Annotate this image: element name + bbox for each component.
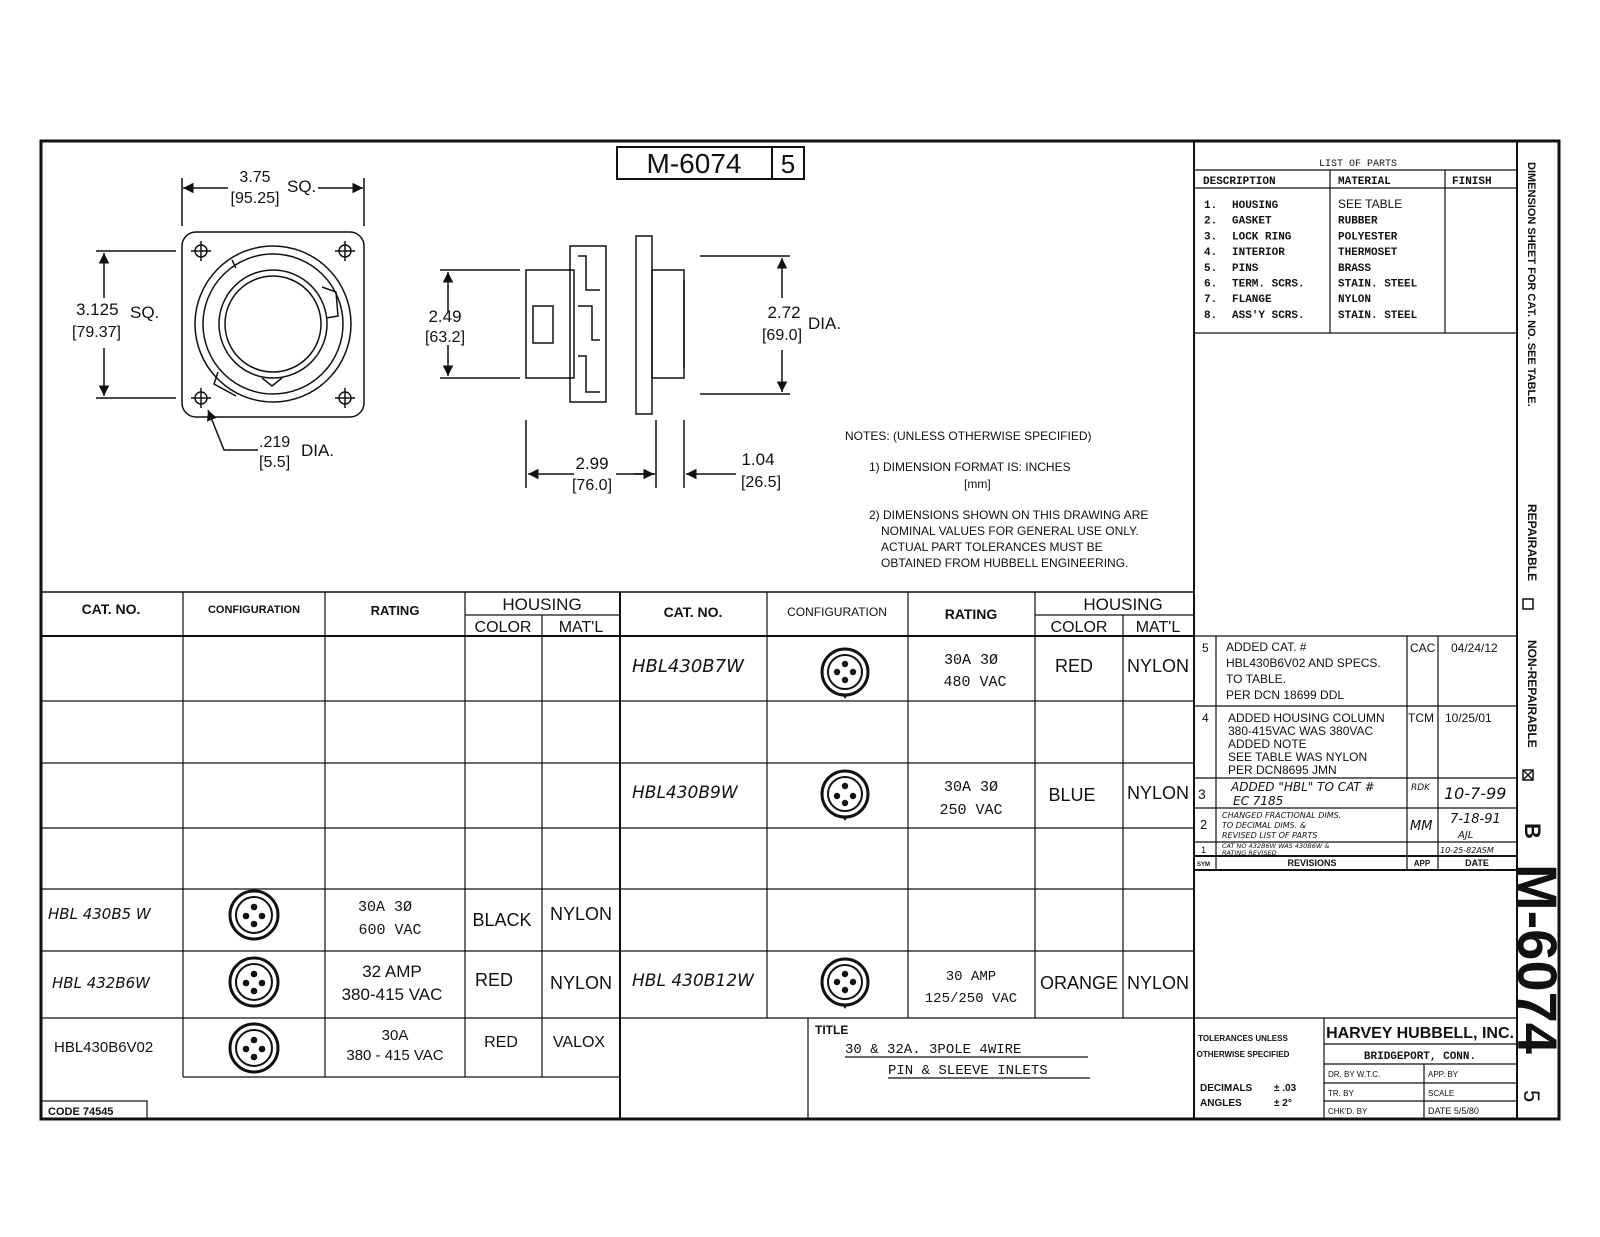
dim-height-in: 3.125	[76, 300, 119, 319]
sheet-size: B	[1520, 823, 1545, 839]
part-number: 5.	[1204, 262, 1218, 275]
tolerance-line2: OTHERWISE SPECIFIED	[1196, 1050, 1290, 1059]
part-material: THERMOSET	[1338, 247, 1398, 260]
title-block	[815, 1018, 1517, 1119]
header-color-right: COLOR	[1050, 619, 1108, 636]
header-config-left: CONFIGURATION	[207, 604, 301, 616]
rating-line1: 30 AMP	[945, 969, 997, 985]
note-2c: ACTUAL PART TOLERANCES MUST BE	[881, 540, 1103, 554]
rev2-app: MM	[1410, 819, 1433, 834]
rev3-line2: EC 7185	[1233, 794, 1284, 808]
mounting-hole-icon	[335, 388, 355, 408]
cat-no: HBL430B7W	[632, 656, 744, 677]
cat-no: HBL 430B5 W	[48, 905, 151, 923]
dim-width-in: 3.75	[239, 169, 271, 186]
rating-line2: 600 VAC	[358, 922, 422, 939]
repairable-label: REPAIRABLE	[1525, 504, 1539, 582]
header-cat-no-right: CAT. NO.	[663, 604, 723, 620]
rev3-line1: ADDED "HBL" TO CAT #	[1231, 780, 1375, 794]
part-material: STAIN. STEEL	[1338, 309, 1418, 322]
part-description: HOUSING	[1232, 200, 1279, 212]
table-row	[632, 649, 1189, 699]
repairable-checkbox	[1523, 599, 1533, 609]
part-number: 3.	[1204, 231, 1218, 244]
rev-footer-sym: SYM	[1197, 862, 1211, 868]
dim-front-in: 1.04	[741, 450, 775, 469]
part-description: GASKET	[1232, 215, 1272, 228]
rev1-date: 10-25-82ASM	[1440, 846, 1494, 855]
part-number: 1.	[1204, 200, 1218, 212]
list-of-parts	[1194, 159, 1517, 333]
housing-material: NYLON	[549, 904, 613, 924]
parts-title: LIST OF PARTS	[1318, 159, 1398, 170]
scale: SCALE	[1428, 1089, 1455, 1098]
parts-header-material: MATERIAL	[1338, 176, 1391, 188]
plug-configuration-icon	[822, 959, 868, 1009]
cat-no: HBL430B9W	[632, 783, 738, 803]
mounting-hole-icon	[335, 241, 355, 261]
housing-color: ORANGE	[1039, 973, 1119, 993]
drawn-by: DR. BY W.T.C.	[1328, 1070, 1381, 1079]
angles-value: ± 2°	[1274, 1098, 1292, 1109]
rating-line2: 480 VAC	[943, 674, 1007, 691]
mounting-hole-icon	[191, 388, 211, 408]
rev2-line2: TO DECIMAL DIMS. &	[1222, 821, 1307, 830]
rev5-date: 04/24/12	[1451, 641, 1498, 655]
part-description: PINS	[1232, 262, 1259, 275]
notes-heading: NOTES: (UNLESS OTHERWISE SPECIFIED)	[845, 429, 1092, 443]
cat-no: HBL 430B12W	[632, 971, 754, 991]
housing-color: RED	[484, 1034, 518, 1051]
cat-no: HBL430B6V02	[54, 1039, 154, 1056]
rev3-app: RDK	[1411, 783, 1431, 793]
part-number: 2.	[1204, 215, 1218, 228]
part-material: RUBBER	[1338, 215, 1378, 228]
company-name: HARVEY HUBBELL, INC.	[1326, 1025, 1514, 1042]
checked-by: CHK'D. BY	[1328, 1107, 1368, 1116]
rev4-line2: 380-415VAC WAS 380VAC	[1228, 724, 1374, 738]
rev4-line4: SEE TABLE WAS NYLON	[1228, 750, 1368, 764]
header-housing-right: HOUSING	[1083, 595, 1163, 614]
dim-height-suffix: SQ.	[130, 303, 160, 322]
note-2d: OBTAINED FROM HUBBELL ENGINEERING.	[881, 556, 1129, 570]
parts-header-desc: DESCRIPTION	[1203, 176, 1276, 188]
note-1b: [mm]	[964, 477, 991, 491]
note-1a: 1) DIMENSION FORMAT IS: INCHES	[869, 460, 1071, 474]
angles-label: ANGLES	[1200, 1098, 1242, 1109]
decimals-value: ± .03	[1274, 1083, 1297, 1094]
part-description: LOCK RING	[1232, 231, 1292, 244]
side-view	[440, 236, 790, 488]
rev4-line3: ADDED NOTE	[1228, 737, 1307, 751]
plug-configuration-icon	[230, 1024, 278, 1072]
rating-line2: 250 VAC	[939, 802, 1003, 819]
part-description: INTERIOR	[1232, 247, 1285, 260]
rev4-app: TCM	[1408, 711, 1434, 725]
table-row	[48, 891, 612, 939]
header-rating-left: RATING	[370, 603, 420, 618]
housing-material: NYLON	[549, 973, 613, 993]
title-line1: 30 & 32A. 3POLE 4WIRE	[845, 1042, 1022, 1058]
dim-hole-suffix: DIA.	[301, 441, 335, 460]
plug-configuration-icon	[822, 649, 868, 699]
side-title: DIMENSION SHEET FOR CAT. NO. SEE TABLE.	[1525, 162, 1537, 407]
rating-line1: 30A 3Ø	[357, 899, 413, 916]
cat-no: HBL 432B6W	[52, 974, 150, 992]
code-label: CODE 74545	[48, 1106, 114, 1118]
housing-color: RED	[474, 970, 514, 990]
header-mat-right: MAT'L	[1135, 619, 1181, 636]
rev5-no: 5	[1202, 641, 1209, 655]
rating-line1: 30A	[381, 1027, 409, 1044]
title-line2: PIN & SLEEVE INLETS	[888, 1063, 1048, 1079]
revisions-block	[1194, 636, 1517, 870]
header-rating-right: RATING	[944, 606, 998, 622]
dim-flange-in: 2.72	[767, 303, 801, 322]
header-mat-left: MAT'L	[558, 619, 604, 636]
parts-header-finish: FINISH	[1452, 176, 1492, 188]
table-row	[52, 958, 612, 1006]
housing-material: NYLON	[1126, 783, 1190, 803]
dim-height-mm: [79.37]	[72, 324, 121, 341]
rating-line2: 125/250 VAC	[924, 991, 1018, 1007]
rev5-app: CAC	[1410, 641, 1436, 655]
traced-by: TR. BY	[1328, 1089, 1354, 1098]
part-material: POLYESTER	[1338, 231, 1398, 244]
notes	[845, 429, 1148, 570]
part-description: ASS'Y SCRS.	[1232, 309, 1305, 322]
part-number: 7.	[1204, 294, 1218, 307]
side-drawing-rev: 5	[1519, 1090, 1544, 1103]
dim-hole-in: .219	[259, 434, 291, 451]
parts-rows	[1204, 197, 1418, 322]
rev4-line1: ADDED HOUSING COLUMN	[1228, 711, 1385, 725]
rev2-line3: REVISED LIST OF PARTS	[1222, 831, 1318, 840]
drawing-number: M-6074	[646, 148, 742, 179]
plug-configuration-icon	[230, 891, 278, 939]
drawing-rev: 5	[780, 149, 796, 179]
rev2-line1: CHANGED FRACTIONAL DIMS.	[1222, 811, 1342, 820]
part-number: 6.	[1204, 278, 1218, 291]
rev5-line3: TO TABLE.	[1226, 672, 1287, 686]
dim-width-suffix: SQ.	[287, 177, 317, 196]
note-2a: 2) DIMENSIONS SHOWN ON THIS DRAWING ARE	[869, 508, 1149, 522]
housing-color: RED	[1054, 656, 1094, 676]
header-cat-no-left: CAT. NO.	[81, 601, 141, 617]
part-description: FLANGE	[1232, 294, 1272, 307]
housing-material: NYLON	[1126, 973, 1190, 993]
table-row	[632, 959, 1189, 1009]
decimals-label: DECIMALS	[1200, 1083, 1253, 1094]
rev1-line1: CAT NO 432B6W WAS 430B6W &	[1222, 842, 1330, 850]
rev5-line2: HBL430B6V02 AND SPECS.	[1226, 656, 1381, 670]
rev2-date: 7-18-91	[1450, 812, 1501, 827]
catalog-table-grid	[41, 592, 1194, 1119]
part-material: NYLON	[1338, 294, 1372, 307]
table-row	[632, 771, 1189, 821]
rev5-line1: ADDED CAT. #	[1226, 640, 1307, 654]
rev-footer-label: REVISIONS	[1287, 858, 1337, 868]
dim-flange-mm: [69.0]	[761, 327, 803, 344]
dim-length-in: 2.99	[575, 454, 609, 473]
non-repairable-checkbox	[1523, 770, 1533, 780]
rev3-date: 10-7-99	[1444, 784, 1507, 803]
rev2-date2: AJL	[1458, 830, 1474, 841]
drawing-number-box	[617, 147, 804, 179]
housing-color: BLACK	[472, 910, 532, 930]
rev1-line2: RATING REVISED	[1222, 849, 1277, 857]
tolerance-line1: TOLERANCES UNLESS	[1198, 1034, 1288, 1043]
table-row	[54, 1024, 605, 1072]
part-material: SEE TABLE	[1338, 197, 1403, 211]
header-color-left: COLOR	[474, 619, 532, 636]
dim-front-mm: [26.5]	[740, 474, 782, 491]
part-material: STAIN. STEEL	[1338, 278, 1418, 291]
catalog-table-headers	[82, 595, 1181, 636]
housing-material: NYLON	[1126, 656, 1190, 676]
rev4-date: 10/25/01	[1445, 711, 1492, 725]
rating-line2: 380 - 415 VAC	[346, 1047, 444, 1064]
housing-color: BLUE	[1048, 785, 1096, 805]
rev1-no: 1	[1201, 845, 1207, 855]
rev2-no: 2	[1200, 817, 1208, 832]
rev5-line4: PER DCN 18699 DDL	[1226, 688, 1345, 702]
part-material: BRASS	[1338, 262, 1372, 275]
rating-line2: 380-415 VAC	[341, 985, 443, 1004]
dim-side-height-in: 2.49	[428, 307, 462, 326]
drawing-date: DATE 5/5/80	[1428, 1106, 1479, 1116]
housing-material: VALOX	[552, 1034, 606, 1051]
plug-configuration-icon	[822, 771, 868, 821]
rating-line1: 32 AMP	[362, 962, 422, 981]
title-label: TITLE	[815, 1023, 849, 1037]
rating-line1: 30A 3Ø	[943, 779, 999, 796]
part-description: TERM. SCRS.	[1232, 278, 1305, 291]
mounting-hole-icon	[191, 241, 211, 261]
dim-side-height-mm: [63.2]	[424, 329, 466, 346]
rating-line1: 30A 3Ø	[943, 652, 999, 669]
company-city: BRIDGEPORT, CONN.	[1363, 1051, 1477, 1063]
plug-configuration-icon	[230, 958, 278, 1006]
rev4-no: 4	[1202, 711, 1209, 725]
header-housing-left: HOUSING	[502, 595, 582, 614]
dim-length-mm: [76.0]	[571, 477, 613, 494]
header-config-right: CONFIGURATION	[787, 605, 887, 619]
dim-flange-suffix: DIA.	[808, 314, 842, 333]
non-repairable-label: NON-REPAIRABLE	[1525, 640, 1539, 748]
rev4-line5: PER DCN8695 JMN	[1228, 763, 1337, 777]
side-drawing-number: M-6074	[1506, 864, 1569, 1054]
part-number: 4.	[1204, 247, 1218, 260]
part-number: 8.	[1204, 309, 1218, 322]
approved-by: APP. BY	[1428, 1070, 1459, 1079]
dim-hole-mm: [5.5]	[259, 454, 291, 471]
dim-width-mm: [95.25]	[230, 190, 280, 207]
rev-footer-app: APP	[1413, 859, 1431, 868]
rev3-no: 3	[1198, 786, 1206, 802]
rev-footer-date: DATE	[1465, 858, 1489, 868]
note-2b: NOMINAL VALUES FOR GENERAL USE ONLY.	[881, 524, 1139, 538]
